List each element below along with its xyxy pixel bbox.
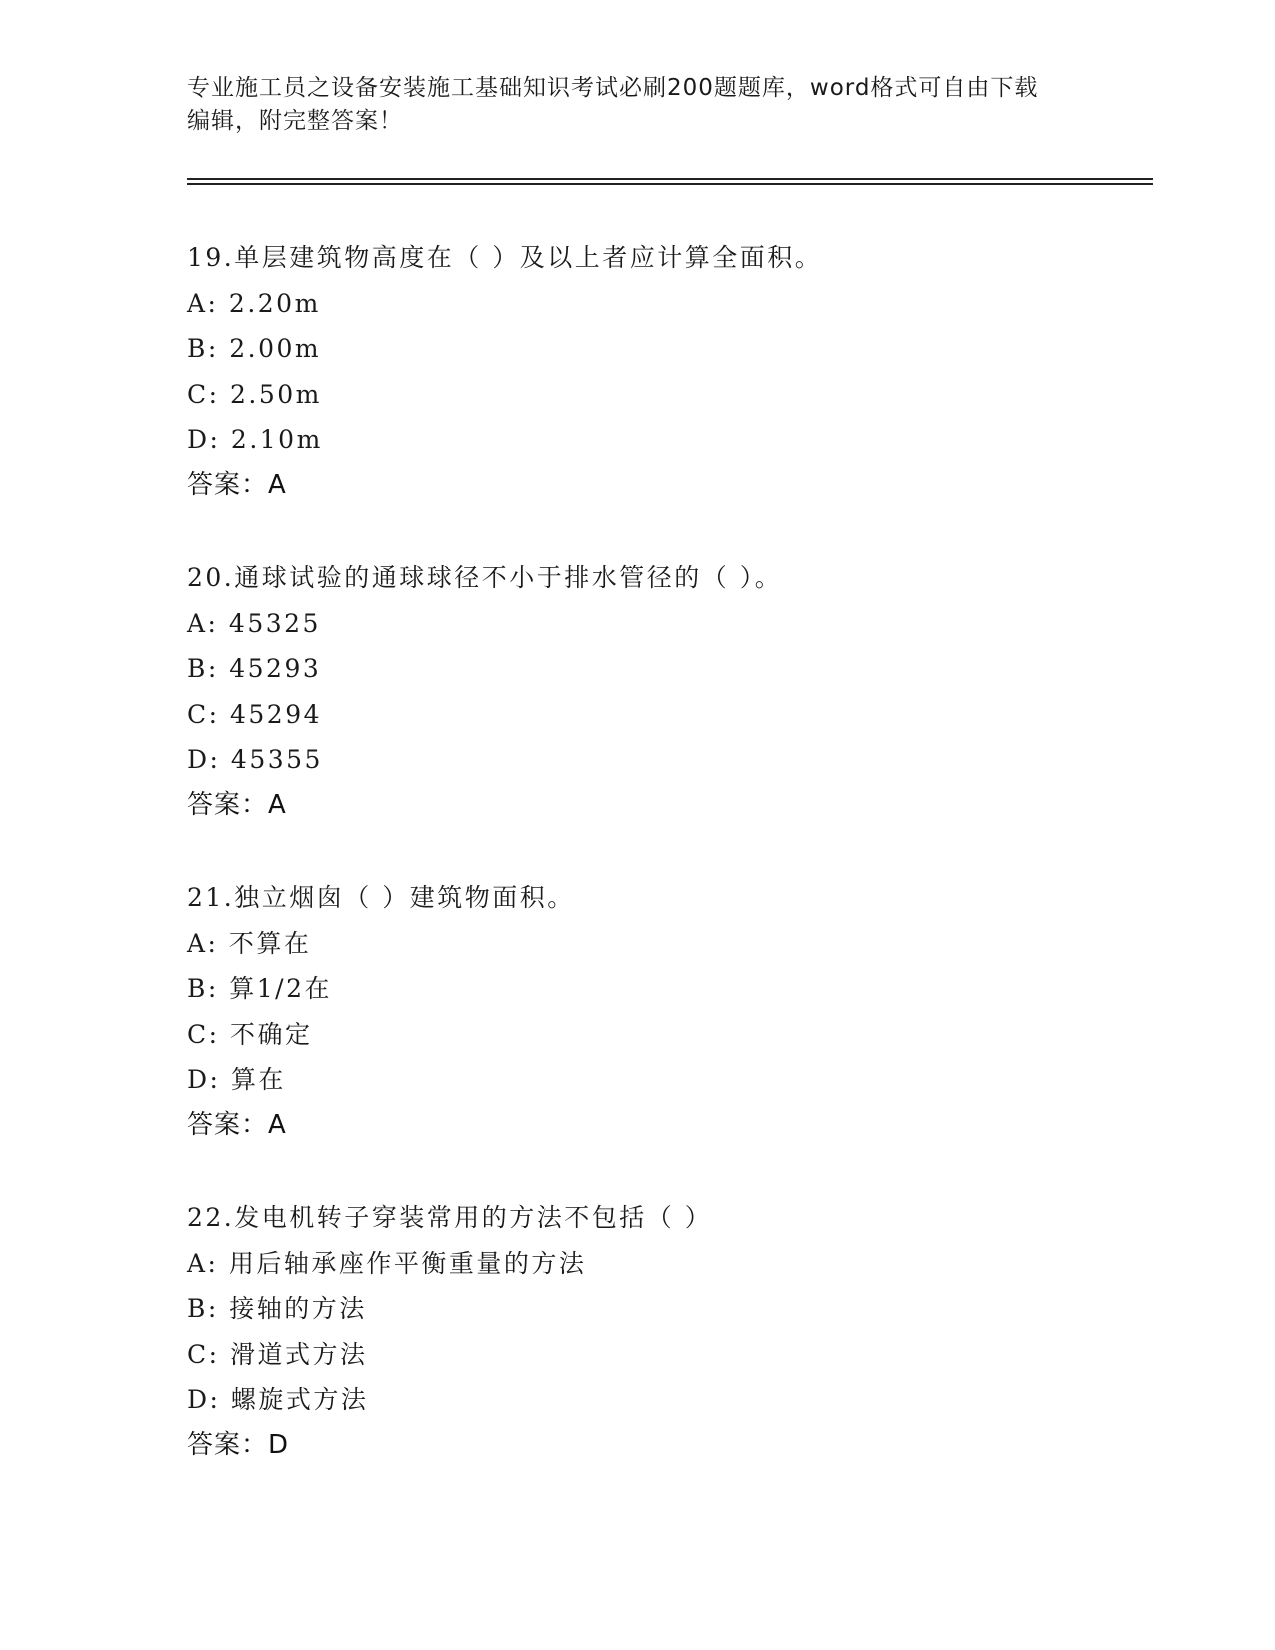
option-c: C: 45294 [187, 699, 323, 729]
option-c: C: 滑道式方法 [187, 1339, 368, 1369]
answer-value: A [268, 1109, 287, 1140]
option-a: A: 不算在 [187, 928, 312, 958]
answer-line [187, 783, 1153, 827]
question-20 [187, 555, 1153, 827]
question-22 [187, 1195, 1153, 1467]
answer-value: A [268, 469, 287, 500]
question-stem: 20.通球试验的通球球径不小于排水管径的（ ）。 [187, 563, 783, 592]
option-a: A: 用后轴承座作平衡重量的方法 [187, 1248, 587, 1278]
option-d: D: 45355 [187, 745, 323, 774]
answer-value: D [268, 1429, 290, 1460]
answer-label: 答案： [187, 469, 269, 500]
answer-line [187, 1423, 1153, 1467]
answer-label: 答案： [187, 1109, 269, 1140]
question-19 [187, 235, 1153, 507]
header-divider-top [187, 178, 1153, 180]
answer-line [187, 463, 1153, 507]
option-b: B: 接轴的方法 [187, 1294, 367, 1323]
answer-line [187, 1103, 1153, 1147]
answer-label: 答案： [187, 789, 269, 820]
header-divider-bottom [187, 183, 1153, 185]
option-a: A: 45325 [187, 608, 321, 638]
option-d: D: 螺旋式方法 [187, 1385, 369, 1414]
answer-label: 答案： [187, 1429, 269, 1460]
option-c: C: 2.50m [187, 379, 322, 409]
question-21 [187, 875, 1153, 1147]
option-a: A: 2.20m [187, 288, 321, 318]
question-stem: 21.独立烟囱（ ）建筑物面积。 [187, 883, 575, 912]
question-stem: 22.发电机转子穿装常用的方法不包括（ ） [187, 1203, 713, 1232]
answer-value: A [268, 789, 287, 820]
option-b: B: 2.00m [187, 334, 322, 363]
header-title-line-1: 专业施工员之设备安装施工基础知识考试必刷200题题库，word格式可自由下载 [187, 75, 1039, 101]
header-title-line-2: 编辑，附完整答案！ [187, 108, 403, 134]
option-d: D: 算在 [187, 1065, 286, 1094]
document-header [187, 72, 1087, 138]
option-b: B: 算1/2在 [187, 974, 332, 1003]
option-d: D: 2.10m [187, 425, 323, 454]
option-b: B: 45293 [187, 654, 322, 683]
option-c: C: 不确定 [187, 1019, 313, 1049]
question-stem: 19.单层建筑物高度在（ ）及以上者应计算全面积。 [187, 243, 823, 272]
